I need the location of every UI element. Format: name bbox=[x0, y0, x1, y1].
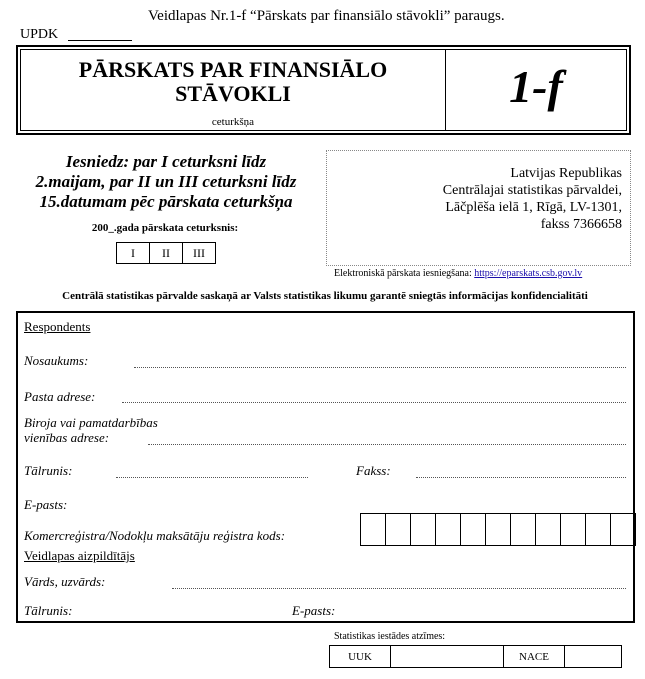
reg-digit-box[interactable] bbox=[411, 514, 436, 545]
title-line-1: PĀRSKATS PAR FINANSIĀLO bbox=[78, 57, 388, 82]
respondent-heading: Respondents bbox=[24, 319, 91, 334]
address-line-1: Latvijas Republikas bbox=[510, 166, 622, 181]
reg-digit-box[interactable] bbox=[561, 514, 586, 545]
address-line-4: fakss 7366658 bbox=[540, 217, 622, 232]
submission-deadline bbox=[14, 152, 318, 212]
form-header bbox=[16, 45, 631, 135]
filler-name-label: Vārds, uzvārds: bbox=[24, 574, 106, 589]
reg-digit-box[interactable] bbox=[511, 514, 536, 545]
phone-label: Tālrunis: bbox=[24, 463, 73, 478]
updk-input-line[interactable] bbox=[68, 40, 132, 41]
title-line-2: STĀVOKLI bbox=[175, 81, 291, 106]
uuk-label: UUK bbox=[330, 646, 391, 667]
stat-marks-label: Statistikas iestādes atzīmes: bbox=[334, 631, 446, 642]
confidentiality-notice: Centrālā statistikas pārvalde saskaņā ar Valsts statistikas likumu garantē sniegtās informācijas konfidencialitāti bbox=[62, 290, 588, 302]
filler-email-label: E-pasts: bbox=[292, 603, 336, 618]
nace-field[interactable] bbox=[565, 646, 621, 667]
office-address-label-line-1: Biroja vai pamatdarbības bbox=[24, 415, 158, 430]
reg-digit-box[interactable] bbox=[611, 514, 635, 545]
form-caption: Veidlapas Nr.1-f “Pārskats par finansiālo stāvokli” paraugs. bbox=[148, 8, 505, 24]
quarter-option-1[interactable]: I bbox=[117, 243, 150, 263]
reg-digit-box[interactable] bbox=[461, 514, 486, 545]
office-address-label bbox=[24, 415, 158, 445]
filler-heading: Veidlapas aizpildītājs bbox=[24, 548, 135, 563]
phone-field[interactable] bbox=[116, 477, 308, 478]
fax-label: Fakss: bbox=[356, 463, 391, 478]
updk-label: UPDK bbox=[20, 27, 59, 42]
stat-marks-table bbox=[329, 645, 622, 668]
quarter-option-2[interactable]: II bbox=[150, 243, 183, 263]
form-title bbox=[21, 58, 445, 106]
form-code: 1-f bbox=[509, 61, 563, 112]
fax-field[interactable] bbox=[416, 477, 626, 478]
reg-digit-box[interactable] bbox=[486, 514, 511, 545]
respondent-section bbox=[16, 311, 635, 623]
reg-digit-box[interactable] bbox=[536, 514, 561, 545]
reg-digit-box[interactable] bbox=[386, 514, 411, 545]
postal-address-field[interactable] bbox=[122, 402, 626, 403]
email-label: E-pasts: bbox=[24, 497, 68, 512]
office-address-field[interactable] bbox=[148, 444, 626, 445]
deadline-line-1: Iesniedz: par I ceturksni līdz bbox=[65, 152, 267, 171]
filler-phone-label: Tālrunis: bbox=[24, 603, 73, 618]
quarter-label: 200_.gada pārskata ceturksnis: bbox=[91, 222, 239, 234]
e-submit-label: Elektroniskā pārskata iesniegšana: bbox=[334, 268, 472, 279]
reg-digit-box[interactable] bbox=[436, 514, 461, 545]
reg-digit-box[interactable] bbox=[361, 514, 386, 545]
uuk-field[interactable] bbox=[391, 646, 504, 667]
name-field[interactable] bbox=[134, 367, 626, 368]
electronic-submission bbox=[334, 268, 582, 279]
reg-digit-box[interactable] bbox=[586, 514, 611, 545]
e-submit-link[interactable]: https://eparskats.csb.gov.lv bbox=[474, 268, 583, 279]
recipient-address-box bbox=[326, 150, 631, 266]
quarter-option-3[interactable]: III bbox=[193, 246, 205, 260]
address-line-3: Lāčplēša ielā 1, Rīgā, LV-1301, bbox=[445, 200, 622, 215]
name-label: Nosaukums: bbox=[24, 353, 89, 368]
deadline-line-3: 15.datumam pēc pārskata ceturkšņa bbox=[39, 192, 293, 211]
registration-code-label: Komercreģistra/Nodokļu maksātāju reģistra kods: bbox=[24, 528, 286, 543]
postal-address-label: Pasta adrese: bbox=[24, 389, 96, 404]
address-line-2: Centrālajai statistikas pārvaldei, bbox=[442, 183, 622, 198]
quarter-selector bbox=[116, 242, 216, 264]
registration-code-boxes bbox=[360, 513, 636, 546]
nace-label: NACE bbox=[504, 646, 565, 667]
filler-name-field[interactable] bbox=[172, 588, 626, 589]
form-subtitle: ceturkšņa bbox=[211, 116, 255, 128]
deadline-line-2: 2.maijam, par II un III ceturksni līdz bbox=[35, 172, 297, 191]
office-address-label-line-2: vienības adrese: bbox=[24, 430, 110, 445]
